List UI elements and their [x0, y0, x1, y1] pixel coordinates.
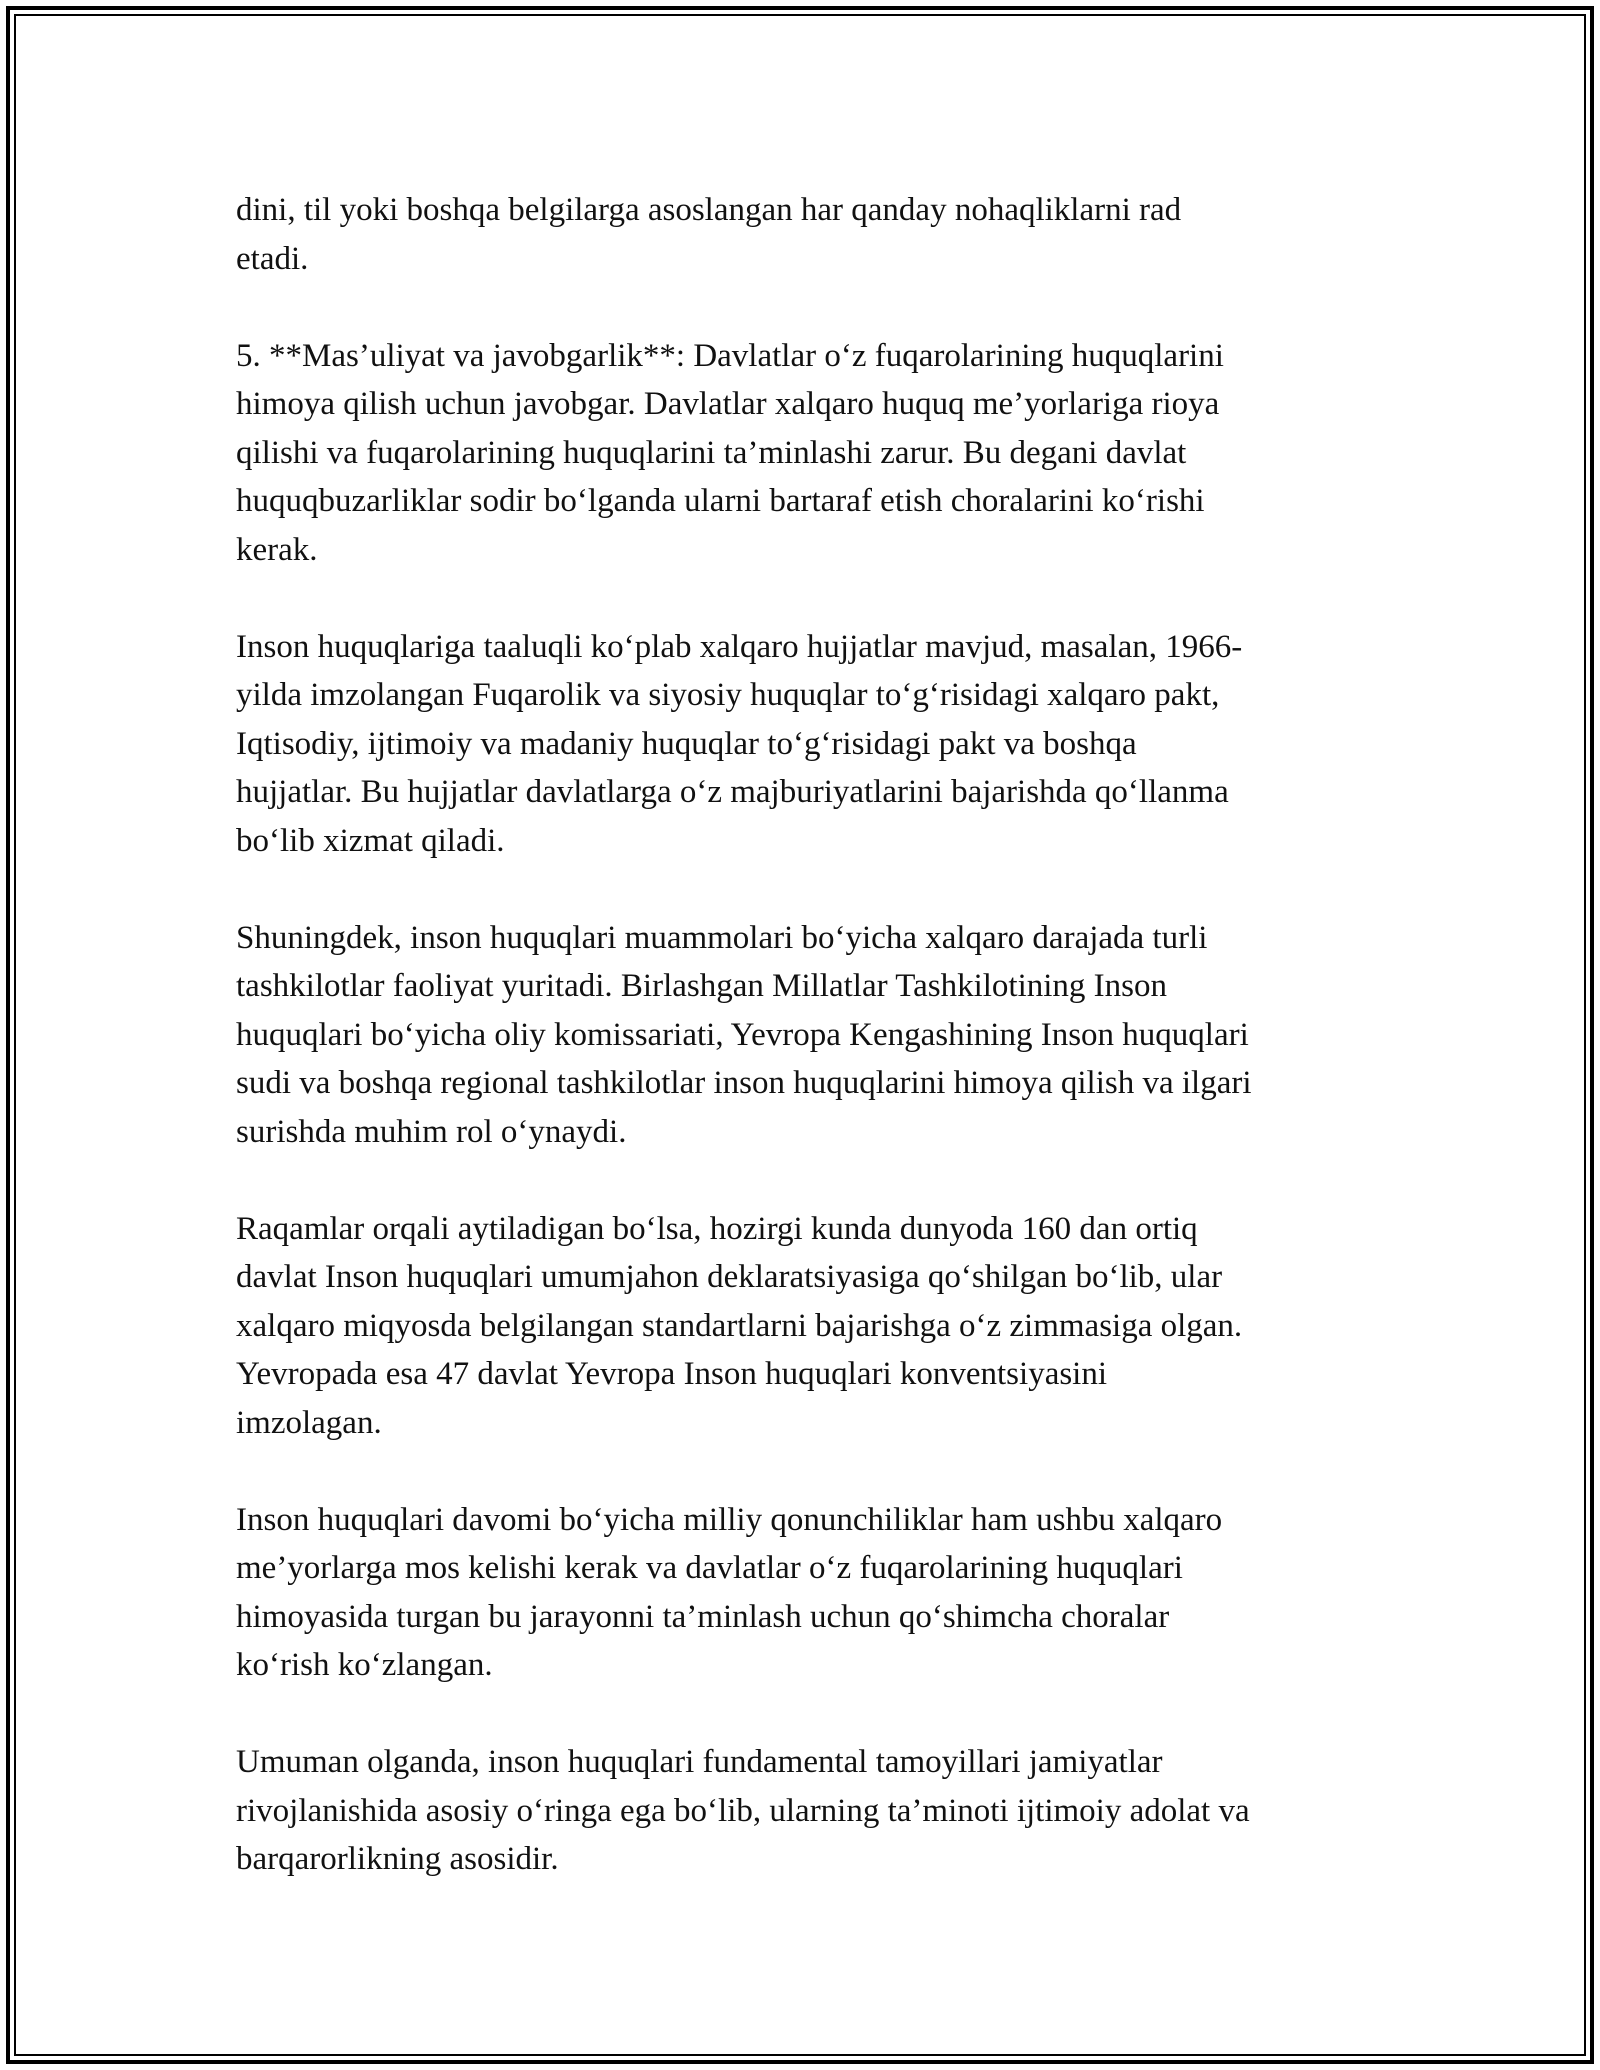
paragraph-organizations: Shuningdek, inson huquqlari muammolari bo‘yicha xalqaro darajada turli tashkilotlar faoliyat yuritadi. Birlashgan Millatlar Tashkilotining Inson huquqlari bo‘yicha oliy komissariati, Yevropa Kengashining Inson huquqlari sudi va boshqa regional tashkilotlar inson huquqlarini himoya qilish va ilgari surishda muhim rol o‘ynaydi. [236, 919, 1252, 1150]
paragraph-statistics: Raqamlar orqali aytiladigan bo‘lsa, hozirgi kunda dunyoda 160 dan ortiq davlat Inson huquqlari umumjahon deklaratsiyasiga qo‘shilgan bo‘lib, ular xalqaro miqyosda belgilangan standartlarni bajarishga o‘z zimmasiga olgan. Yevropada esa 47 davlat Yevropa Inson huquqlari konventsiyasini imzolagan. [236, 1210, 1243, 1441]
paragraph-continuation: dini, til yoki boshqa belgilarga asoslangan har qanday nohaqliklarni rad etadi. [236, 192, 1182, 277]
paragraph-international-documents: Inson huquqlariga taaluqli ko‘plab xalqaro hujjatlar mavjud, masalan, 1966- yilda imzolangan Fuqarolik va siyosiy huquqlar to‘g‘risidagi xalqaro pakt, Iqtisodiy, ijtimoiy va madaniy huquqlar to‘g‘risidagi pakt va boshqa hujjatlar. Bu hujjatlar davlatlarga o‘z majburiyatlarini bajarishda qo‘llanma bo‘lib xizmat qiladi. [236, 628, 1243, 859]
paragraph-conclusion: Umuman olganda, inson huquqlari fundamental tamoyillari jamiyatlar rivojlanishida asosiy o‘ringa ega bo‘lib, ularning ta’minoti ijtimoiy adolat va barqarorlikning asosidir. [236, 1744, 1250, 1877]
paragraph-national-legislation: Inson huquqlari davomi bo‘yicha milliy qonunchiliklar ham ushbu xalqaro me’yorlarga mos kelishi kerak va davlatlar o‘z fuqarolarining huquqlari himoyasida turgan bu jarayonni ta’minlash uchun qo‘shimcha choralar ko‘rish ko‘zlangan. [236, 1501, 1223, 1683]
paragraph-responsibility: 5. **Mas’uliyat va javobgarlik**: Davlatlar o‘z fuqarolarining huquqlarini himoya qilish uchun javobgar. Davlatlar xalqaro huquq me’yorlariga rioya qilishi va fuqarolarining huquqlarini ta’minlashi zarur. Bu degani davlat huquqbuzarliklar sodir bo‘lganda ularni bartaraf etish choralarini ko‘rishi kerak. [236, 337, 1224, 568]
document-body [236, 186, 1376, 1932]
